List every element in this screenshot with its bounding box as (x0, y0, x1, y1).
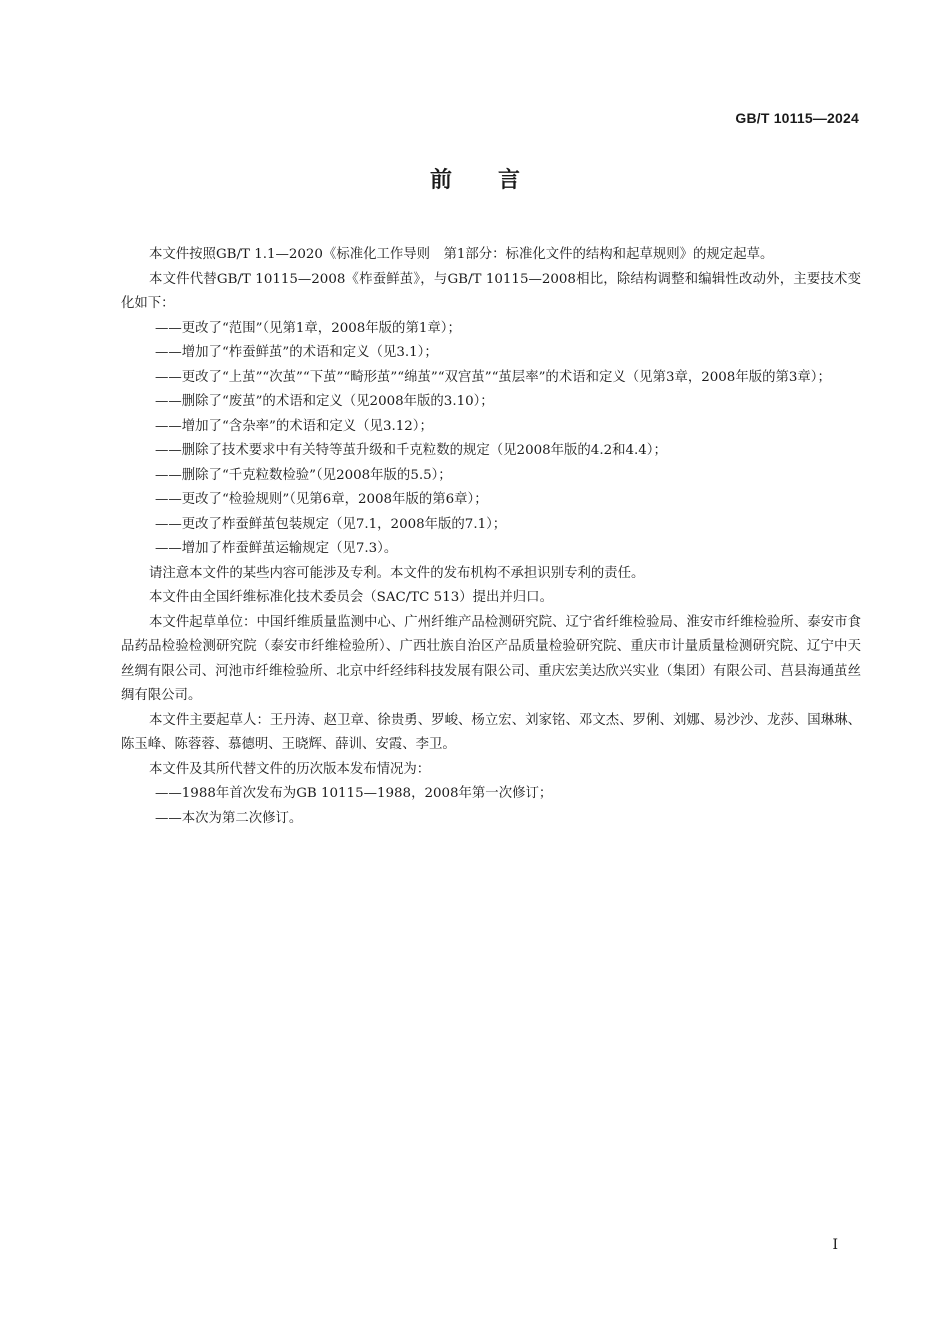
change-item: ——删除了“千克粒数检验”（见2008年版的5.5）； (155, 467, 452, 483)
change-item: ——增加了“含杂率”的术语和定义（见3.12）； (155, 418, 433, 434)
change-item: ——增加了柞蚕鲜茧运输规定（见7.3）。 (155, 541, 398, 556)
paragraph-drafting-units: 本文件起草单位：中国纤维质量监测中心、广州纤维产品检测研究院、辽宁省纤维检验局、淮安市纤维检验所、泰安市食品药品检验检测研究院（泰安市纤维检验所）、广西壮族自治区产品质量检验研究院、重庆市计量质量检测研究院、辽宁中天丝绸有限公司、河池市纤维检验所、北京中纤经纬科技发展有限公司、重庆宏美达欣兴实业（集团）有限公司、莒县海通茧丝绸有限公司。 (121, 614, 861, 703)
history-item: ——1988年首次发布为GB 10115—1988，2008年第一次修订； (155, 786, 553, 801)
change-item: ——更改了“上茧”“次茧”“下茧”“畸形茧”“绵茧”“双宫茧”“茧层率”的术语和定义（见第3章，2008年版的第3章）； (155, 369, 831, 385)
page-title: 前言 (429, 168, 566, 193)
standard-code: GB/T 10115—2024 (735, 110, 859, 126)
page-number: I (832, 1237, 838, 1253)
paragraph-proposer: 本文件由全国纤维标准化技术委员会（SAC/TC 513）提出并归口。 (149, 590, 553, 605)
change-item: ——删除了技术要求中有关特等茧升级和千克粒数的规定（见2008年版的4.2和4.4）； (155, 443, 667, 458)
change-item: ——更改了柞蚕鲜茧包装规定（见7.1，2008年版的7.1）； (155, 516, 507, 532)
paragraph-patent-notice: 请注意本文件的某些内容可能涉及专利。本文件的发布机构不承担识别专利的责任。 (149, 565, 645, 581)
change-item: ——增加了“柞蚕鲜茧”的术语和定义（见3.1）； (155, 345, 438, 360)
change-item: ——更改了“范围”（见第1章，2008年版的第1章）； (155, 320, 461, 336)
paragraph-drafting-rules: 本文件按照GB/T 1.1—2020《标准化工作导则 第1部分：标准化文件的结构和起草规则》的规定起草。 (149, 247, 774, 262)
change-item: ——删除了“废茧”的术语和定义（见2008年版的3.10）； (155, 394, 494, 409)
paragraph-history-intro: 本文件及其所代替文件的历次版本发布情况为： (149, 761, 431, 777)
history-item: ——本次为第二次修订。 (155, 810, 303, 826)
change-item: ——更改了“检验规则”（见第6章，2008年版的第6章）； (155, 492, 488, 507)
paragraph-drafters: 本文件主要起草人：王丹涛、赵卫章、徐贵勇、罗峻、杨立宏、刘家铭、邓文杰、罗俐、刘娜、易沙沙、龙莎、国琳琳、陈玉峰、陈蓉蓉、慕德明、王晓辉、薛训、安霞、李卫。 (121, 712, 861, 752)
paragraph-replaces: 本文件代替GB/T 10115—2008《柞蚕鲜茧》，与GB/T 10115—2008相比，除结构调整和编辑性改动外，主要技术变化如下： (121, 271, 861, 311)
document-body (121, 243, 861, 831)
